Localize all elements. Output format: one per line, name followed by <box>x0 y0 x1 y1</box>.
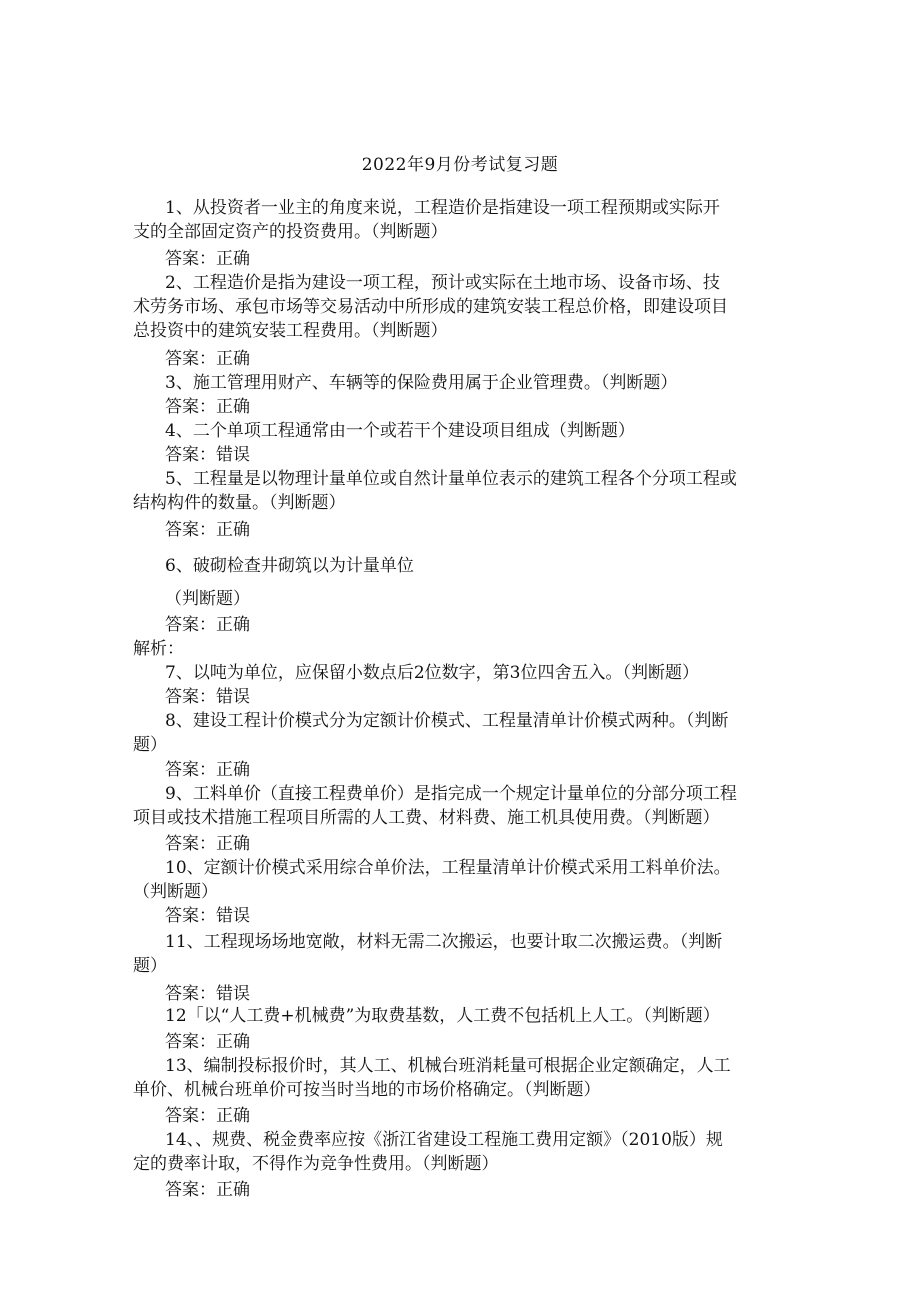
question-line: 4、二个单项工程通常由一个或若干个建设项目组成（判断题） <box>165 421 635 441</box>
question-continuation: 总投资中的建筑安装工程费用。（判断题） <box>133 321 448 341</box>
question-line: 3、施工管理用财产、车辆等的保险费用属于企业管理费。（判断题） <box>165 373 678 393</box>
question-line: 9、工料单价（直接工程费单价）是指完成一个规定计量单位的分部分项工程 <box>165 784 737 804</box>
answer-line: 答案：正确 <box>165 397 250 417</box>
question-continuation: 题） <box>133 956 167 976</box>
question-line: 2、工程造价是指为建设一项工程，预计或实际在土地市场、设备市场、技 <box>165 273 720 293</box>
answer-line: 答案：正确 <box>165 760 250 780</box>
question-line: 12「以“人工费+机械费”为取费基数，人工费不包括机上人工。（判断题） <box>165 1006 720 1026</box>
question-continuation: 结构构件的数量。（判断题） <box>133 493 346 513</box>
question-line: 14、、规费、税金费率应按《浙江省建设工程施工费用定额》（2010版）规 <box>165 1130 723 1150</box>
answer-line: （判断题） <box>165 589 250 609</box>
analysis-label: 解析： <box>133 639 184 659</box>
question-line: 6、破砌检查井砌筑以为计量单位 <box>165 556 414 576</box>
question-continuation: 项目或技术措施工程项目所需的人工费、材料费、施工机具使用费。（判断题） <box>133 808 720 828</box>
question-line: 10、定额计价模式采用综合单价法，工程量清单计价模式采用工料单价法。 <box>165 858 731 878</box>
answer-line: 答案：错误 <box>165 906 250 926</box>
question-continuation: 题） <box>133 735 167 755</box>
question-continuation: 定的费率计取，不得作为竞争性费用。（判断题） <box>133 1154 499 1174</box>
question-continuation: 支的全部固定资产的投资费用。（判断题） <box>133 222 448 242</box>
answer-line: 答案：错误 <box>165 687 250 707</box>
answer-line: 答案：正确 <box>165 615 250 635</box>
answer-line: 答案：错误 <box>165 984 250 1004</box>
answer-line: 答案：错误 <box>165 445 250 465</box>
question-continuation: 术劳务市场、承包市场等交易活动中所形成的建筑安装工程总价格，即建设项目 <box>133 297 728 317</box>
answer-line: 答案：正确 <box>165 520 250 540</box>
question-line: 8、建设工程计价模式分为定额计价模式、工程量清单计价模式两种。（判断 <box>165 711 729 731</box>
page-title: 2022年9月份考试复习题 <box>361 155 559 175</box>
answer-line: 答案：正确 <box>165 834 250 854</box>
answer-line: 答案：正确 <box>165 249 250 269</box>
answer-line: 答案：正确 <box>165 349 250 369</box>
answer-line: 答案：正确 <box>165 1032 250 1052</box>
question-continuation: 单价、机械台班单价可按当时当地的市场价格确定。（判断题） <box>133 1080 601 1100</box>
question-line: 7、以吨为单位，应保留小数点后2位数字，第3位四舍五入。（判断题） <box>165 663 699 683</box>
answer-line: 答案：正确 <box>165 1180 250 1200</box>
question-line: 5、工程量是以物理计量单位或自然计量单位表示的建筑工程各个分项工程或 <box>165 469 737 489</box>
question-line: 13、编制投标报价时，其人工、机械台班消耗量可根据企业定额确定，人工 <box>165 1056 731 1076</box>
question-line: 1、从投资者一业主的角度来说，工程造价是指建设一项工程预期或实际开 <box>165 198 720 218</box>
answer-line: 答案：正确 <box>165 1106 250 1126</box>
question-line: 11、工程现场场地宽敞，材料无需二次搬运，也要计取二次搬运费。（判断 <box>165 932 723 952</box>
question-continuation: （判断题） <box>133 882 218 902</box>
